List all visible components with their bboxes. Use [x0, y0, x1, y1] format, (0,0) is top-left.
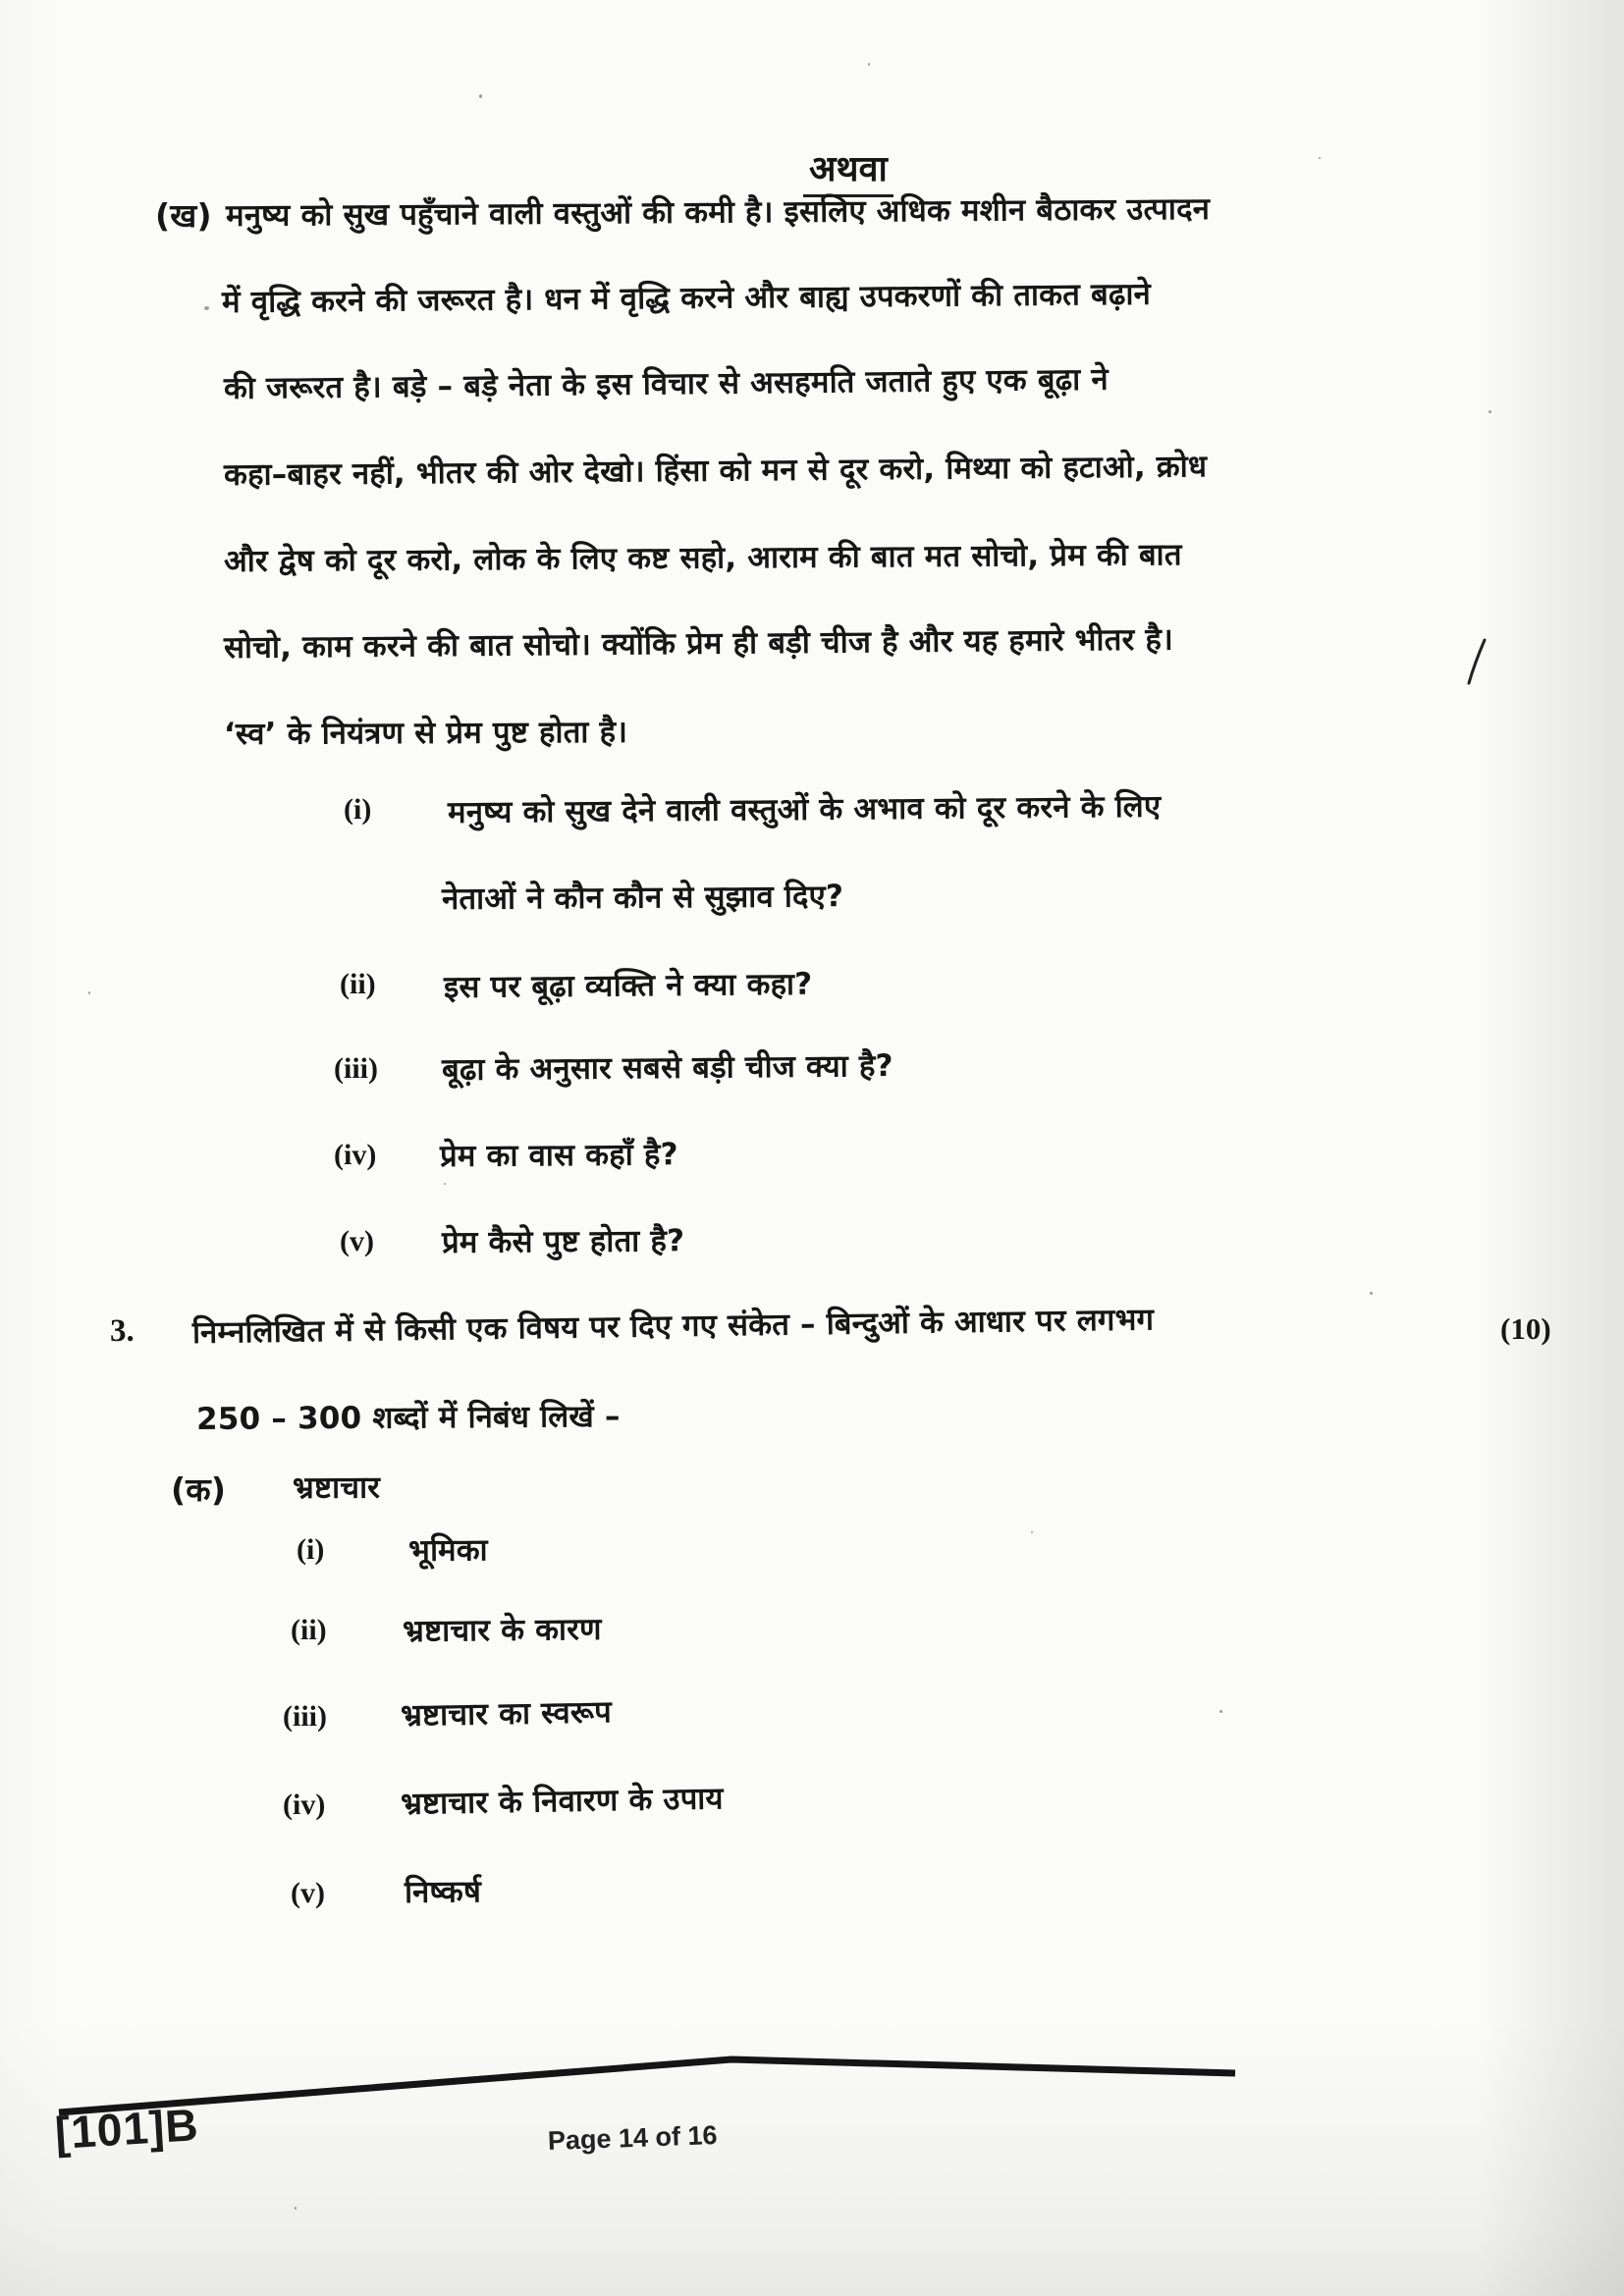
question-3-number: 3.: [110, 1313, 135, 1349]
point-iii-label: (iii): [283, 1700, 327, 1733]
scan-speck: [204, 306, 209, 310]
passage-line: में वृद्धि करने की जरूरत है। धन में वृद्धि करने और बाह्य उपकरणों की ताकत बढ़ाने: [221, 276, 1152, 320]
passage-line: कहा–बाहर नहीं, भीतर की ओर देखो। हिंसा को मन से दूर करो, मिथ्या को हटाओ, क्रोध: [223, 449, 1208, 493]
question-3-prompt-line1: निम्नलिखित में से किसी एक विषय पर दिए गए संकेत – बिन्दुओं के आधार पर लगभग: [191, 1302, 1155, 1351]
subq-iii-text: बूढ़ा के अनुसार सबसे बड़ी चीज क्या है?: [441, 1047, 893, 1088]
page-indicator: Page 14 of 16: [547, 2119, 718, 2156]
subq-v-label: (v): [340, 1225, 374, 1257]
scan-speck: [88, 991, 90, 994]
scan-speck: [1031, 1531, 1033, 1533]
subq-iv-text: प्रेम का वास कहाँ है?: [439, 1137, 678, 1174]
point-iv-label: (iv): [283, 1789, 326, 1821]
passage-line: मनुष्य को सुख पहुँचाने वाली वस्तुओं की कमी है। इसलिए अधिक मशीन बैठाकर उत्पादन: [225, 191, 1211, 234]
scan-speck: [444, 1183, 446, 1185]
booklet-code: [101]B: [53, 2099, 200, 2159]
subq-i-line2: नेताओं ने कौन कौन से सुझाव दिए?: [441, 879, 844, 917]
point-iii-text: भ्रष्टाचार का स्वरूप: [400, 1694, 613, 1734]
scan-speck: [1370, 1292, 1373, 1295]
point-i-label: (i): [297, 1533, 325, 1566]
scan-speck: [748, 888, 750, 891]
scan-speck: [1319, 157, 1321, 159]
question-3-marks: (10): [1500, 1311, 1551, 1346]
topic-ka-label: (क): [171, 1470, 227, 1509]
scan-speck: [479, 94, 482, 98]
passage-line: ‘स्व’ के नियंत्रण से प्रेम पुष्ट होता है।: [223, 714, 628, 752]
question-kha-label: (ख): [155, 196, 212, 235]
point-i-text: भूमिका: [407, 1532, 488, 1569]
point-v-label: (v): [291, 1877, 325, 1909]
subq-i-line1: मनुष्य को सुख देने वाली वस्तुओं के अभाव को दूर करने के लिए: [447, 788, 1162, 830]
scan-speck: [295, 2207, 297, 2210]
scan-speck: [1489, 410, 1491, 413]
scan-speck: [1219, 1710, 1222, 1713]
pen-mark: [1465, 636, 1490, 687]
subq-i-label: (i): [344, 793, 372, 826]
question-3-prompt-line2: 250 – 300 शब्दों में निबंध लिखें –: [195, 1398, 621, 1437]
passage-line: सोचो, काम करने की बात सोचो। क्योंकि प्रेम ही बड़ी चीज है और यह हमारे भीतर है।: [223, 621, 1174, 666]
passage-line: की जरूरत है। बड़े – बड़े नेता के इस विचार से असहमति जताते हुए एक बूढ़ा ने: [223, 361, 1109, 406]
subq-v-text: प्रेम कैसे पुष्ट होता है?: [441, 1223, 685, 1260]
subq-ii-label: (ii): [340, 968, 376, 1000]
subq-iii-label: (iii): [334, 1052, 378, 1085]
subq-ii-text: इस पर बूढ़ा व्यक्ति ने क्या कहा?: [443, 966, 813, 1005]
topic-ka-title: भ्रष्टाचार: [292, 1469, 381, 1506]
point-iv-text: भ्रष्टाचार के निवारण के उपाय: [400, 1781, 724, 1822]
scan-speck: [868, 63, 870, 66]
point-ii-text: भ्रष्टाचार के कारण: [402, 1611, 602, 1649]
or-heading: अथवा: [803, 143, 893, 197]
point-v-text: निष्कर्ष: [404, 1874, 482, 1910]
passage-line: और द्वेष को दूर करो, लोक के लिए कष्ट सहो, आराम की बात मत सोचो, प्रेम की बात: [223, 537, 1182, 579]
point-ii-label: (ii): [291, 1614, 327, 1646]
subq-iv-label: (iv): [334, 1139, 377, 1171]
